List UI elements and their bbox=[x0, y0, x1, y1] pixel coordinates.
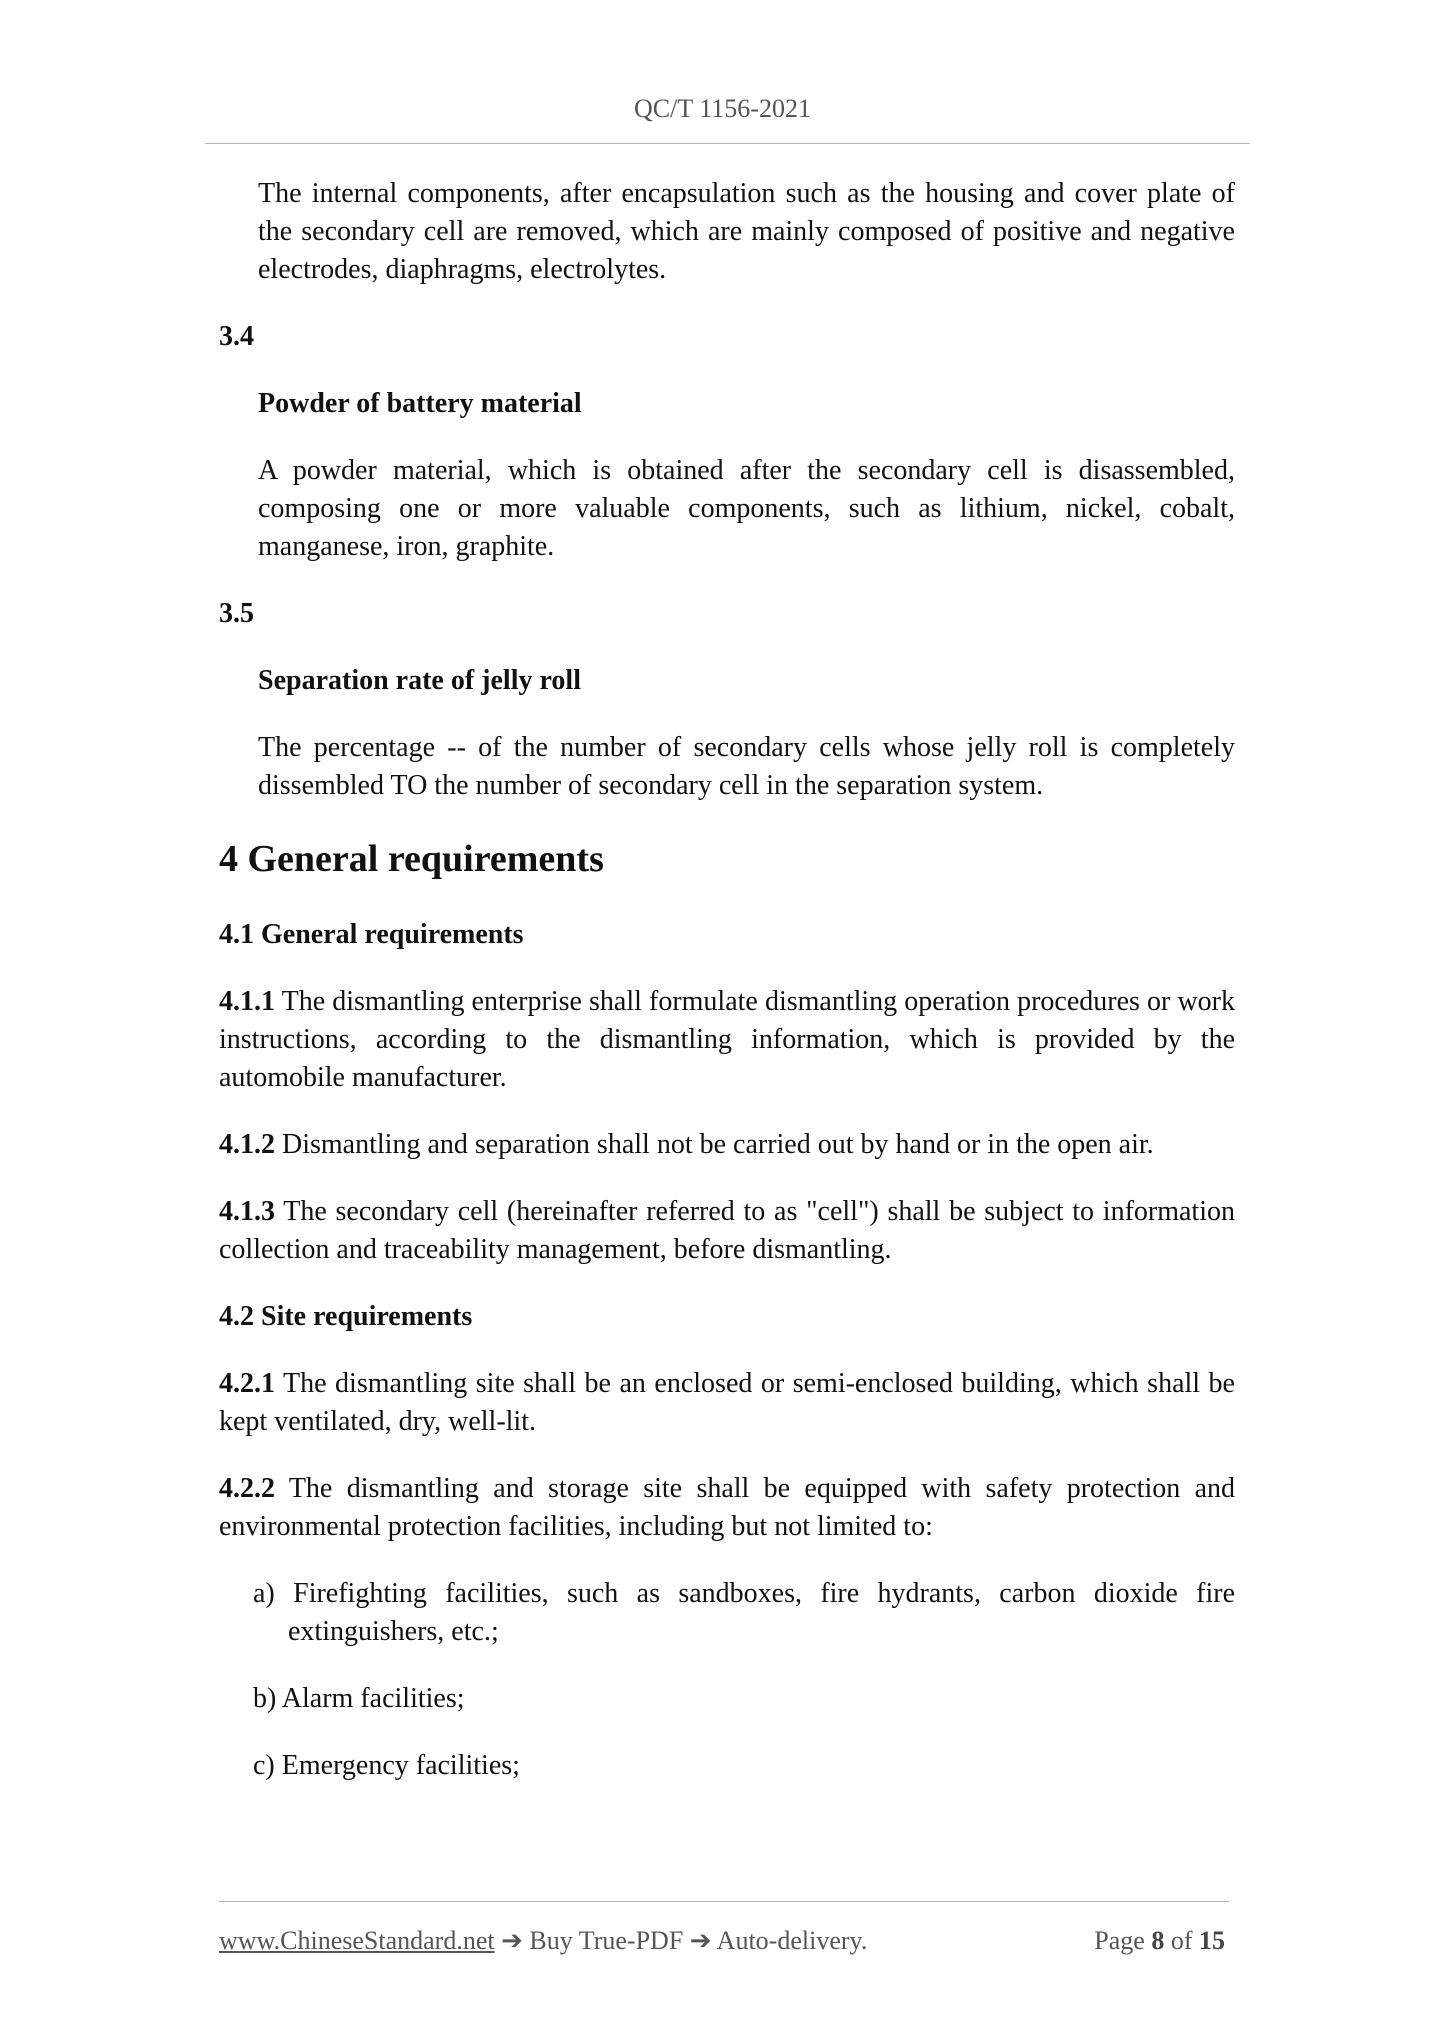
buy-text: Buy True-PDF bbox=[529, 1926, 684, 1955]
site-link[interactable]: www.ChineseStandard.net bbox=[219, 1926, 495, 1955]
term-definition-3-4: A powder material, which is obtained after the secondary cell is disassembled, composing one or more valuable components, such as lithium, nickel, cobalt, manganese, iron, graphite. bbox=[258, 455, 1235, 562]
arrow-icon: ➔ bbox=[501, 1926, 523, 1955]
clause-text: The dismantling enterprise shall formulate dismantling operation procedures or work instructions, according to the dismantling information, which is provided by the automobile manufacturer. bbox=[219, 986, 1235, 1093]
list-text: Emergency facilities; bbox=[281, 1750, 520, 1781]
clause-text: The secondary cell (hereinafter referred to as "cell") shall be subject to information collection and traceability management, before dismantling. bbox=[219, 1196, 1235, 1265]
list-item-a bbox=[253, 1575, 1235, 1651]
of-label: of bbox=[1170, 1926, 1193, 1955]
term-definition-3-5: The percentage -- of the number of secondary cells whose jelly roll is completely dissembled TO the number of secondary cell in the separation system. bbox=[258, 732, 1235, 801]
footer-divider bbox=[219, 1901, 1229, 1902]
clause-4-1-2 bbox=[219, 1126, 1235, 1164]
total-pages-number: 15 bbox=[1199, 1926, 1225, 1955]
subsection-heading-4-1: 4.1 General requirements bbox=[219, 919, 524, 950]
header-divider bbox=[205, 143, 1250, 144]
list-marker: b) bbox=[253, 1683, 277, 1714]
clause-text: Dismantling and separation shall not be carried out by hand or in the open air. bbox=[275, 1129, 1154, 1160]
current-page-number: 8 bbox=[1151, 1926, 1165, 1955]
list-marker: a) bbox=[253, 1578, 275, 1609]
document-code-header: QC/T 1156-2021 bbox=[634, 94, 811, 123]
term-number-3-4: 3.4 bbox=[219, 321, 254, 352]
clause-text: The dismantling and storage site shall be equipped with safety protection and environmental protection facilities, including but not limited to: bbox=[219, 1473, 1235, 1542]
clause-4-2-1 bbox=[219, 1365, 1235, 1441]
term-number-3-5: 3.5 bbox=[219, 598, 254, 629]
page-indicator bbox=[1094, 1923, 1225, 1959]
clause-number: 4.2.2 bbox=[219, 1473, 275, 1504]
intro-paragraph: The internal components, after encapsulation such as the housing and cover plate of the secondary cell are removed, which are mainly composed of positive and negative electrodes, diaphragms, electrolytes. bbox=[258, 178, 1235, 285]
clause-number: 4.1.2 bbox=[219, 1129, 275, 1160]
page-footer bbox=[219, 1923, 1229, 1959]
arrow-icon: ➔ bbox=[689, 1926, 712, 1955]
section-heading-4: 4 General requirements bbox=[219, 838, 604, 880]
subsection-heading-4-2: 4.2 Site requirements bbox=[219, 1301, 473, 1332]
page-body bbox=[219, 175, 1235, 1814]
clause-number: 4.1.3 bbox=[219, 1196, 275, 1227]
term-title-3-4: Powder of battery material bbox=[258, 388, 582, 419]
clause-4-1-1 bbox=[219, 983, 1235, 1097]
list-text: Alarm facilities; bbox=[281, 1683, 465, 1714]
list-text: Firefighting facilities, such as sandboxes, fire hydrants, carbon dioxide fire extinguishers, etc.; bbox=[288, 1578, 1236, 1647]
clause-text: The dismantling site shall be an enclosed or semi-enclosed building, which shall be kept ventilated, dry, well-lit. bbox=[219, 1368, 1235, 1437]
list-item-c bbox=[253, 1747, 1235, 1785]
clause-4-1-3 bbox=[219, 1193, 1235, 1269]
list-marker: c) bbox=[253, 1750, 275, 1781]
clause-number: 4.1.1 bbox=[219, 986, 275, 1017]
term-title-3-5: Separation rate of jelly roll bbox=[258, 665, 581, 696]
list-item-b bbox=[253, 1680, 1235, 1718]
clause-number: 4.2.1 bbox=[219, 1368, 275, 1399]
delivery-text: Auto-delivery. bbox=[716, 1926, 868, 1955]
page-label: Page bbox=[1094, 1926, 1145, 1955]
footer-promo bbox=[219, 1923, 867, 1959]
clause-4-2-2 bbox=[219, 1470, 1235, 1546]
